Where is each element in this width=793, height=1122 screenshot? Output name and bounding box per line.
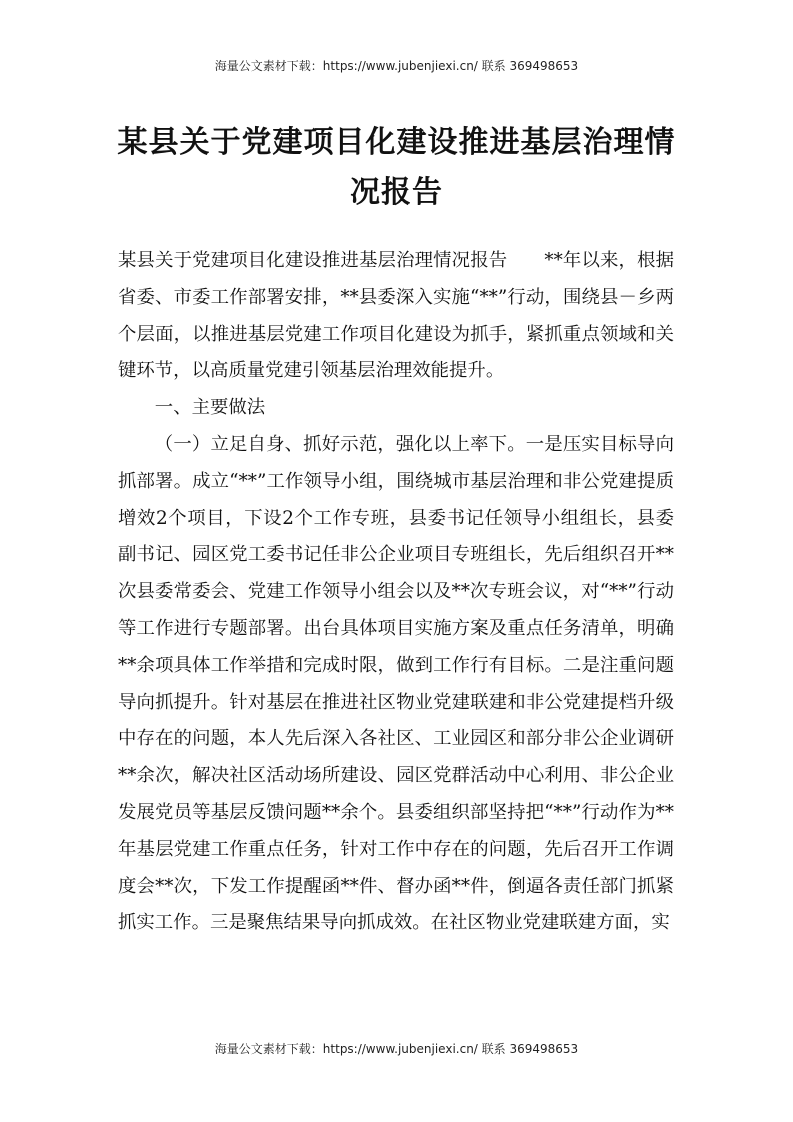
- footer-download-note: 海量公文素材下载：https://www.jubenjiexi.cn/ 联系 369498653: [214, 1042, 579, 1056]
- section-heading: 一、主要做法: [154, 397, 266, 419]
- document-body: [118, 243, 674, 942]
- body-paragraph: （一）立足自身、抓好示范，强化以上率下。一是压实目标导向抓部署。成立“**”工作领导小组，围绕城市基层治理和非公党建提质增效2个项目，下设2个工作专班，县委书记任领导小组组长，县委副书记、园区党工委书记任非公企业项目专班组长，先后组织召开**次县委常委会、党建工作领导小组会以及**次专班会议，对“**”行动等工作进行专题部署。出台具体项目实施方案及重点任务清单，明确**余项具体工作举措和完成时限，做到工作行有目标。二是注重问题导向抓提升。针对基层在推进社区物业党建联建和非公党建提档升级中存在的问题，本人先后深入各社区、工业园区和部分非公企业调研**余次，解决社区活动场所建设、园区党群活动中心利用、非公企业发展党员等基层反馈问题**余个。县委组织部坚持把“**”行动作为**年基层党建工作重点任务，针对工作中存在的问题，先后召开工作调度会**次，下发工作提醒函**件、督办函**件，倒逼各责任部门抓紧抓实工作。三是聚焦结果导向抓成效。在社区物业党建联建方面，实: [118, 433, 674, 934]
- header-download-note: 海量公文素材下载：https://www.jubenjiexi.cn/ 联系 369498653: [214, 59, 579, 73]
- intro-paragraph: 某县关于党建项目化建设推进基层治理情况报告 **年以来，根据省委、市委工作部署安排，**县委深入实施“**”行动，围绕县－乡两个层面，以推进基层党建工作项目化建设为抓手，紧抓重点领域和关键环节，以高质量党建引领基层治理效能提升。: [118, 250, 674, 382]
- document-title: 某县关于党建项目化建设推进基层治理情况报告: [117, 125, 676, 210]
